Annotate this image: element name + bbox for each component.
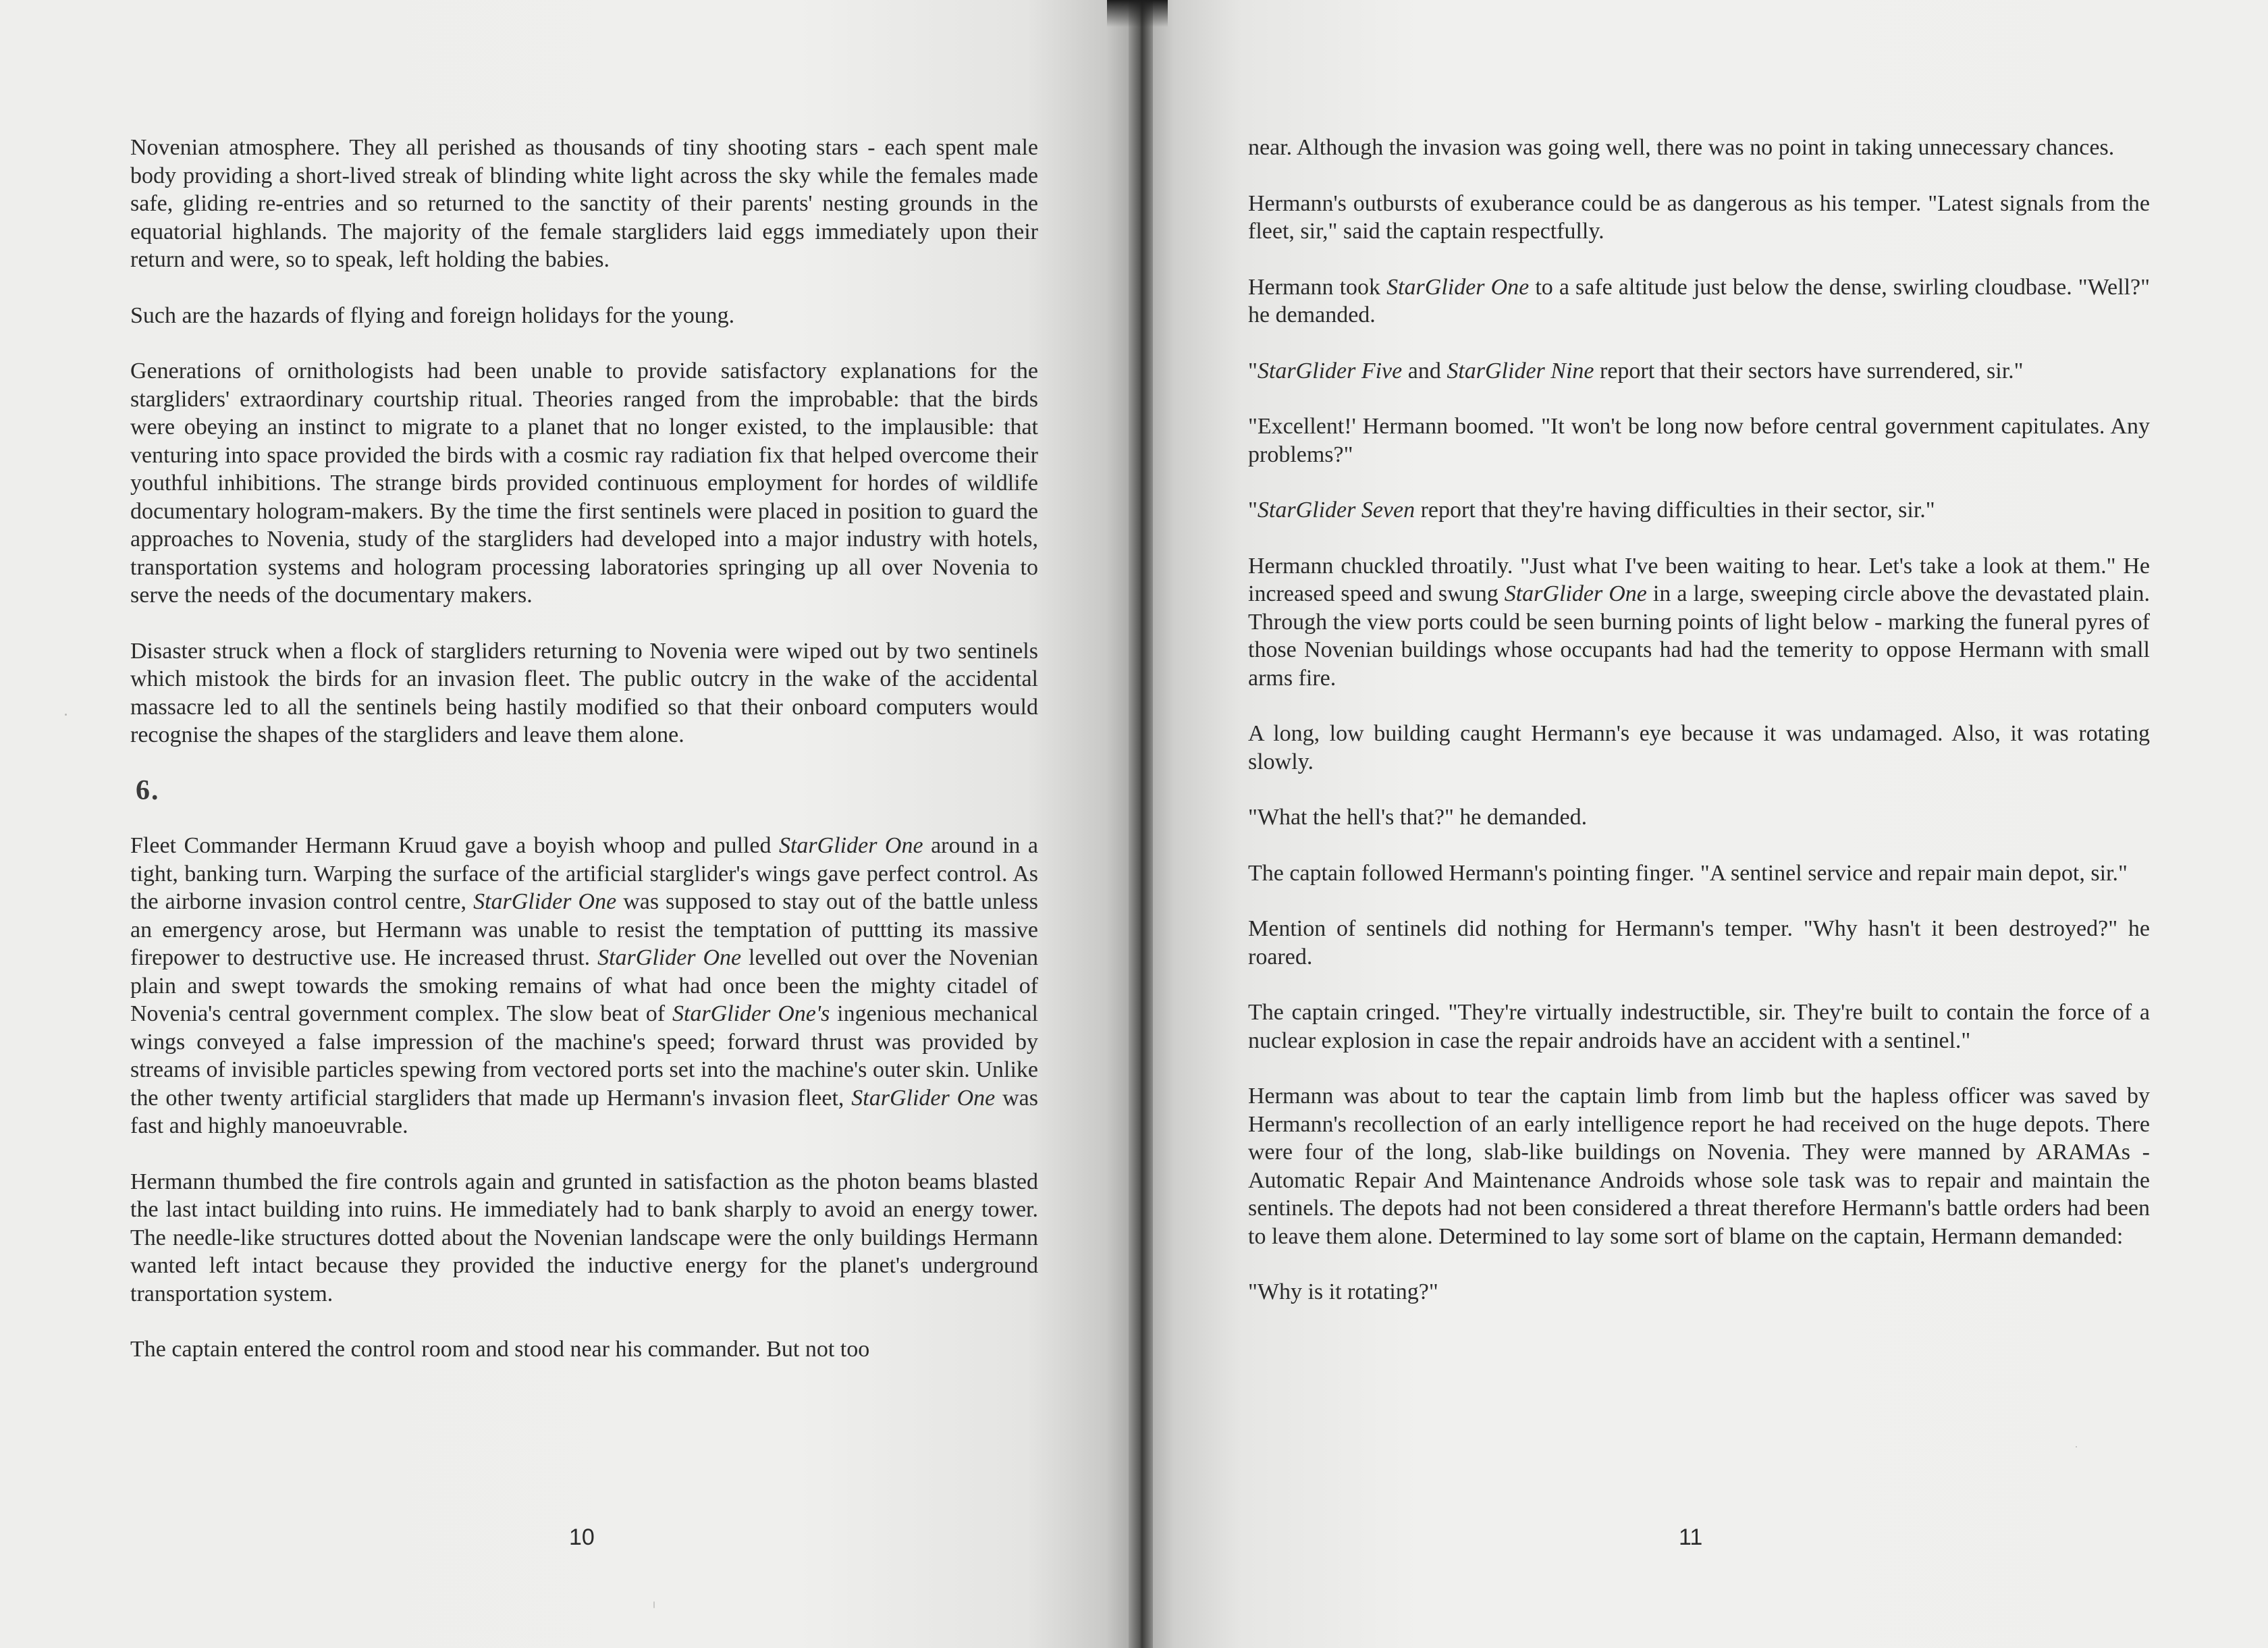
paragraph: The captain cringed. "They're virtually indestructible, sir. They're built to contain the force of a nuclear explosion in case the repair androids have an accident with a sentinel." xyxy=(1248,1000,2150,1053)
paragraph: Hermann took StarGlider One to a safe altitude just below the dense, swirling cloudbase. "Well?" he demanded. xyxy=(1248,274,2151,327)
right-page xyxy=(1141,0,2268,1648)
left-page-number: 10 xyxy=(569,1524,595,1550)
paragraph: Hermann was about to tear the captain limb from limb but the hapless officer was saved by Hermann's recollection of an early intelligence report he had received on the huge depots. There were four of the long, slab-like buildings on Novenia. They were manned by ARAMAs - Automatic Repair And Maintenance Androids whose sole task was to repair and maintain the sentinels. The depots had not been considered a threat therefore Hermann's battle orders had been to leave them alone. Determined to lay some sort of blame on the captain, Hermann demanded: xyxy=(1248,1084,2150,1249)
paragraph: Disaster struck when a flock of stargliders returning to Novenia were wiped out by two sentinels which mistook the birds for an invasion fleet. The public outcry in the wake of the accidental massacre led to all the sentinels being hastily modified so that their onboard computers would recognise the shapes of the stargliders and leave them alone. xyxy=(130,638,1038,747)
paragraph: Hermann's outbursts of exuberance could be as dangerous as his temper. "Latest signals from the fleet, sir," said the captain respectfully. xyxy=(1248,190,2150,244)
paragraph: "What the hell's that?" he demanded. xyxy=(1248,805,1588,830)
gutter-shadow xyxy=(1107,0,1168,27)
paragraph: The captain followed Hermann's pointing finger. "A sentinel service and repair main depot, sir." xyxy=(1248,860,2128,886)
paragraph: Hermann chuckled throatily. "Just what I've been waiting to hear. Let's take a look at them." He increased speed and swung StarGlider One in a large, sweeping circle above the devastated plain. Through the view ports could be seen burning points of light below - marking the funeral pyres of those Novenian buildings whose occupants had had the temerity to oppose Hermann with small arms fire. xyxy=(1248,553,2151,691)
paragraph: "StarGlider Seven report that they're having difficulties in their sector, sir." xyxy=(1248,498,1935,523)
right-page-number: 11 xyxy=(1679,1524,1703,1550)
paragraph: near. Although the invasion was going well, there was no point in taking unnecessary chances. xyxy=(1248,135,2115,160)
paragraph: Such are the hazards of flying and foreign holidays for the young. xyxy=(130,302,735,328)
paper-speck xyxy=(2076,1446,2077,1447)
paragraph: Fleet Commander Hermann Kruud gave a boyish whoop and pulled StarGlider One around in a tight, banking turn. Warping the surface of the artificial starglider's wings gave perfect control. As the airborne invasion control centre, StarGlider One was supposed to stay out of the battle unless an emergency arose, but Hermann was unable to resist the temptation of puttting its massive firepower to destructive use. He increased thrust. StarGlider One levelled out over the Novenian plain and swept towards the smoking remains of what had once been the mighty citadel of Novenia's central government complex. The slow beat of StarGlider One's ingenious mechanical wings conveyed a false impression of the machine's speed; forward thrust was provided by streams of invisible particles spewing from vectored ports set into the machine's outer skin. Unlike the other twenty artificial stargliders that made up Hermann's invasion fleet, StarGlider One was fast and highly manoeuvrable. xyxy=(130,833,1039,1138)
paragraph: Hermann thumbed the fire controls again and grunted in satisfaction as the photon beams blasted the last intact building into ruins. He immediately had to bank sharply to avoid an energy tower. The needle-like structures dotted about the Novenian landscape were the only buildings Hermann wanted left intact because they provided the inductive energy for the planet's underground transportation system. xyxy=(130,1169,1038,1306)
paragraph: "Why is it rotating?" xyxy=(1248,1279,1438,1304)
paper-speck xyxy=(65,714,67,716)
paragraph: A long, low building caught Hermann's eye because it was undamaged. Also, it was rotating slowly. xyxy=(1248,721,2150,774)
chapter-heading: 6. xyxy=(136,774,160,806)
paragraph: "StarGlider Five and StarGlider Nine report that their sectors have surrendered, sir." xyxy=(1248,358,2024,383)
right-page-text xyxy=(1248,134,2150,1306)
paragraph: The captain entered the control room and stood near his commander. But not too xyxy=(130,1337,870,1362)
left-page-text xyxy=(130,134,1038,1364)
paper-speck xyxy=(653,1601,655,1608)
paragraph: Novenian atmosphere. They all perished as thousands of tiny shooting stars - each spent male body providing a short-lived streak of blinding white light across the sky while the females made safe, gliding re-entries and so returned to the sanctity of their parents' nesting grounds in the equatorial highlands. The majority of the female stargliders laid eggs immediately upon their return and were, so to speak, left holding the babies. xyxy=(130,135,1038,272)
paragraph: Generations of ornithologists had been unable to provide satisfactory explanations for the stargliders' extraordinary courtship ritual. Theories ranged from the improbable: that the birds were obeying an instinct to migrate to a planet that no longer existed, to the implausible: that venturing into space provided the birds with a cosmic ray radiation fix that helped overcome their youthful inhibitions. The strange birds provided continuous employment for hordes of wildlife documentary hologram-makers. By the time the first sentinels were placed in position to guard the approaches to Novenia, study of the stargliders had developed into a major industry with hotels, transportation systems and hologram processing laboratories springing up all over Novenia to serve the needs of the documentary makers. xyxy=(130,358,1038,608)
paragraph: "Excellent!' Hermann boomed. "It won't be long now before central government capitulates. Any problems?" xyxy=(1248,414,2150,467)
book-gutter xyxy=(1129,0,1153,1648)
paragraph: Mention of sentinels did nothing for Hermann's temper. "Why hasn't it been destroyed?" he roared. xyxy=(1248,916,2150,969)
